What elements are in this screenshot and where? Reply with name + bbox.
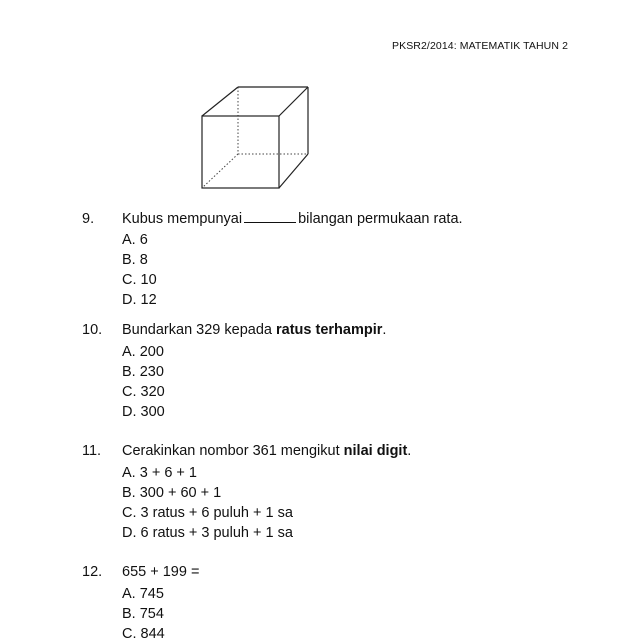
option: A. 6 [122,232,148,248]
option: C. 10 [122,272,157,288]
option: B. 754 [122,606,164,622]
question-text: Cerakinkan nombor 361 mengikut nilai digit. [122,443,412,459]
option: A. 200 [122,344,164,360]
answer-blank [244,210,296,223]
option: D. 12 [122,292,157,308]
question-11 [82,443,411,543]
option: A. 745 [122,586,164,602]
cube-diagram [197,84,312,194]
option: B. 8 [122,252,148,268]
question-9 [82,210,463,310]
option: C. 844 [122,626,165,642]
question-number: 12. [82,564,103,580]
question-number: 10. [82,322,103,338]
question-text: Kubus mempunyai bilangan permukaan rata. [122,211,463,227]
question-text: 655 + 199 = [122,564,200,580]
option: C. 3 ratus + 6 puluh + 1 sa [122,505,293,521]
question-10 [82,322,386,422]
option: B. 300 + 60 + 1 [122,485,222,501]
question-text: Bundarkan 329 kepada ratus terhampir. [122,322,387,338]
option: C. 320 [122,384,165,400]
option: D. 300 [122,404,165,420]
option: D. 6 ratus + 3 puluh + 1 sa [122,525,293,541]
option: B. 230 [122,364,164,380]
question-number: 11. [82,443,102,459]
question-number: 9. [82,211,95,227]
page-header: PKSR2/2014: MATEMATIK TAHUN 2 [392,40,569,52]
option: A. 3 + 6 + 1 [122,465,197,481]
question-12 [82,564,199,644]
